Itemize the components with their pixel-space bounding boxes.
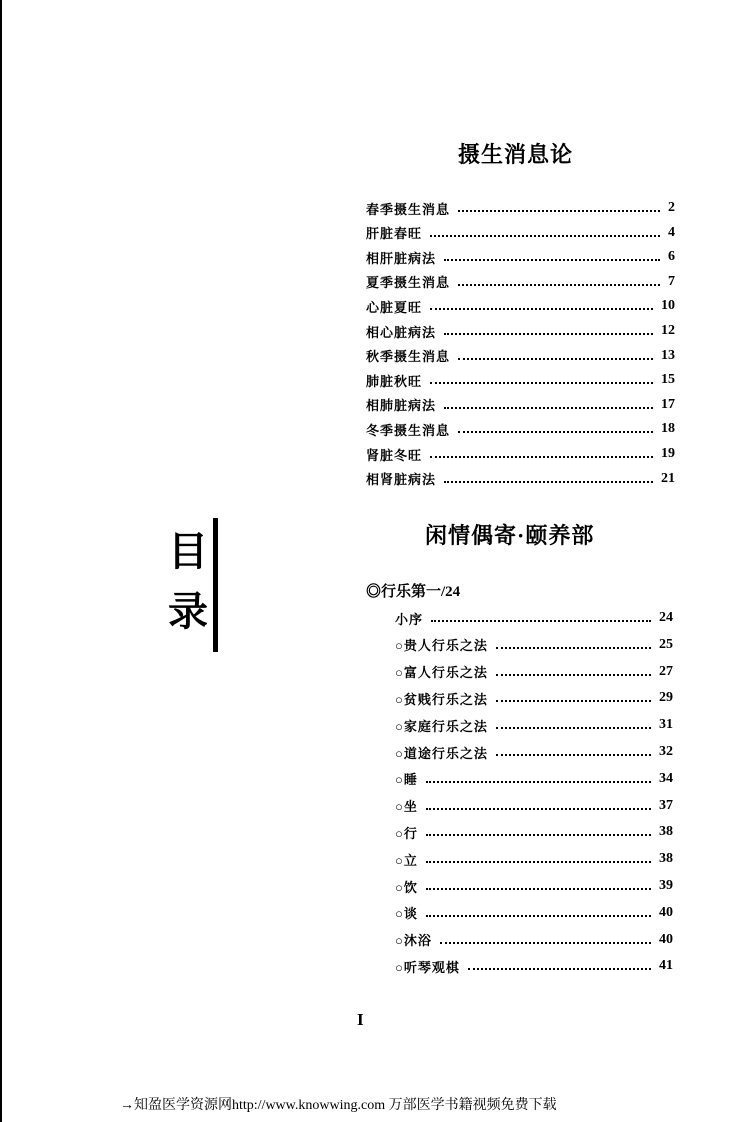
- toc-entry[interactable]: [366, 198, 675, 218]
- entry-label: 相心脏病法: [366, 324, 437, 340]
- entry-page: 21: [661, 470, 675, 486]
- dot-leader: [458, 431, 653, 433]
- entry-label: ○饮: [395, 879, 418, 895]
- entry-label: 夏季摄生消息: [366, 275, 451, 291]
- entry-page: 29: [659, 690, 673, 706]
- dot-leader: [496, 647, 651, 649]
- toc-entry[interactable]: [395, 769, 673, 789]
- dot-leader: [426, 781, 651, 783]
- dot-leader: [458, 284, 660, 286]
- toc-entry[interactable]: [395, 662, 673, 682]
- toc-entry[interactable]: [395, 930, 673, 950]
- entry-page: 32: [659, 744, 673, 759]
- entry-label: ○富人行乐之法: [395, 665, 488, 681]
- entry-page: 24: [659, 610, 673, 625]
- entry-page: 41: [659, 958, 673, 974]
- entry-label: 相肝脏病法: [366, 250, 437, 266]
- toc-entry[interactable]: [395, 796, 673, 816]
- toc-entry[interactable]: [366, 296, 675, 316]
- entry-label: 相肾脏病法: [366, 472, 437, 488]
- entry-label: 肾脏冬旺: [366, 447, 423, 463]
- dot-leader: [430, 382, 653, 384]
- toc-entry[interactable]: [366, 444, 675, 464]
- toc-heading-char-1: 目: [168, 529, 208, 574]
- entry-page: 10: [661, 298, 675, 314]
- entry-label: ○贵人行乐之法: [395, 638, 488, 654]
- entry-page: 4: [668, 224, 675, 240]
- toc-entry[interactable]: [366, 247, 675, 267]
- entry-page: 40: [659, 904, 673, 920]
- entry-label: ○立: [395, 852, 418, 868]
- dot-leader: [430, 235, 660, 237]
- heading-bar: [213, 518, 218, 652]
- entry-label: 心脏夏旺: [366, 299, 423, 315]
- toc-entry[interactable]: [395, 956, 673, 976]
- entry-label: 冬季摄生消息: [366, 422, 451, 438]
- entry-page: 15: [661, 372, 675, 388]
- toc-entry[interactable]: [366, 395, 675, 415]
- dot-leader: [431, 620, 651, 622]
- chapter-heading: ◎行乐第一/24: [366, 584, 461, 600]
- entry-label: 肝脏春旺: [366, 226, 423, 242]
- dot-leader: [444, 407, 653, 409]
- entry-page: 27: [659, 663, 673, 679]
- entry-page: 6: [668, 249, 675, 265]
- dot-leader: [468, 968, 651, 970]
- entry-page: 39: [659, 878, 673, 893]
- section-title-1: 摄生消息论: [458, 142, 574, 167]
- toc-entry[interactable]: [395, 903, 673, 923]
- dot-leader: [426, 888, 651, 890]
- section-title-2: 闲情偶寄·颐养部: [425, 523, 595, 548]
- entry-label: ○听琴观棋: [395, 959, 460, 975]
- entry-page: 13: [661, 347, 675, 363]
- dot-leader: [496, 727, 651, 729]
- toc-heading-char-2: 录: [168, 589, 208, 634]
- dot-leader: [440, 942, 651, 944]
- toc-entry[interactable]: [366, 469, 675, 489]
- entry-page: 7: [668, 273, 675, 289]
- dot-leader: [430, 308, 653, 310]
- dot-leader: [458, 358, 653, 360]
- dot-leader: [426, 915, 651, 917]
- dot-leader: [458, 210, 660, 212]
- entry-label: 春季摄生消息: [366, 201, 451, 217]
- entry-label: ○家庭行乐之法: [395, 718, 488, 734]
- entry-page: 2: [668, 200, 675, 215]
- toc-entry[interactable]: [395, 876, 673, 896]
- entry-page: 17: [661, 396, 675, 412]
- footer-watermark: →知盈医学资源网http://www.knowwing.com 万部医学书籍视频免费下载: [120, 1098, 557, 1113]
- entry-label: ○谈: [395, 906, 418, 922]
- toc-entry[interactable]: [366, 272, 675, 292]
- toc-entry[interactable]: [395, 742, 673, 762]
- toc-entry[interactable]: [366, 419, 675, 439]
- entry-page: 34: [659, 770, 673, 786]
- entry-label: 相肺脏病法: [366, 398, 437, 414]
- entry-page: 18: [661, 421, 675, 437]
- dot-leader: [496, 674, 651, 676]
- entry-page: 37: [659, 797, 673, 813]
- entry-label: 秋季摄生消息: [366, 349, 451, 365]
- toc-entry[interactable]: [395, 822, 673, 842]
- toc-entry[interactable]: [366, 223, 675, 243]
- dot-leader: [426, 861, 651, 863]
- page-border: [0, 0, 2, 1122]
- entry-label: ○道途行乐之法: [395, 745, 488, 761]
- entry-page: 31: [659, 717, 673, 733]
- entry-label: 小序: [395, 611, 424, 627]
- entry-label: ○睡: [395, 772, 418, 788]
- entry-page: 38: [659, 851, 673, 867]
- dot-leader: [444, 333, 653, 335]
- dot-leader: [444, 481, 653, 483]
- toc-entry[interactable]: [366, 346, 675, 366]
- dot-leader: [496, 754, 651, 756]
- toc-heading: [163, 522, 213, 642]
- toc-entry[interactable]: [366, 321, 675, 341]
- entry-label: ○贫贱行乐之法: [395, 691, 488, 707]
- entry-page: 19: [661, 446, 675, 461]
- dot-leader: [496, 700, 651, 702]
- entry-label: ○坐: [395, 799, 418, 815]
- toc-entry[interactable]: [395, 635, 673, 655]
- entry-label: ○行: [395, 825, 418, 841]
- dot-leader: [430, 456, 653, 458]
- toc-entry[interactable]: [395, 608, 673, 628]
- page-number: I: [357, 1010, 364, 1029]
- dot-leader: [426, 808, 651, 810]
- entry-label: 肺脏秋旺: [366, 373, 423, 389]
- entry-page: 25: [659, 636, 673, 652]
- entry-page: 40: [659, 931, 673, 947]
- toc-entry[interactable]: [395, 715, 673, 735]
- dot-leader: [426, 834, 651, 836]
- dot-leader: [444, 259, 660, 261]
- entry-page: 38: [659, 824, 673, 840]
- entry-label: ○沐浴: [395, 933, 432, 949]
- toc-entry[interactable]: [395, 849, 673, 869]
- entry-page: 12: [661, 323, 675, 338]
- toc-entry[interactable]: [366, 370, 675, 390]
- toc-entry[interactable]: [395, 688, 673, 708]
